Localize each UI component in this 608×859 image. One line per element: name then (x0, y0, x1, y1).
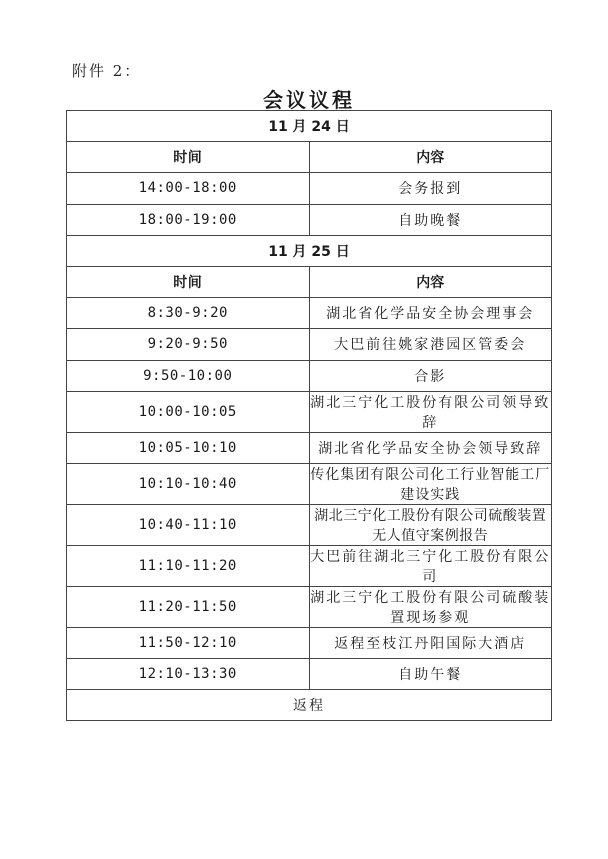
header-time: 时间 (67, 266, 310, 297)
content-cell: 湖北省化学品安全协会理事会 (309, 298, 552, 329)
document-title: 会议议程 (263, 88, 355, 112)
time-cell: 8:30-9:20 (67, 298, 310, 329)
content-cell: 湖北三宁化工股份有限公司硫酸装置现场参观 (309, 586, 552, 627)
table-row (67, 463, 552, 504)
time-cell: 10:40-11:10 (67, 504, 310, 545)
time-cell: 9:50-10:00 (67, 360, 310, 391)
content-cell: 自助午餐 (309, 659, 552, 690)
header-row (67, 142, 552, 173)
content-cell: 湖北三宁化工股份有限公司领导致辞 (309, 391, 552, 432)
time-cell: 14:00-18:00 (67, 173, 310, 204)
content-cell: 湖北三宁化工股份有限公司硫酸装置无人值守案例报告 (309, 504, 552, 545)
content-cell: 合影 (309, 360, 552, 391)
time-cell: 10:00-10:05 (67, 391, 310, 432)
time-cell: 9:20-9:50 (67, 329, 310, 360)
date-row (67, 111, 552, 142)
attachment-label: 附件 2： (72, 62, 142, 80)
footer-row (67, 690, 552, 721)
content-cell: 大巴前往姚家港园区管委会 (309, 329, 552, 360)
time-cell: 11:50-12:10 (67, 627, 310, 658)
table-row (67, 329, 552, 360)
header-content: 内容 (309, 266, 552, 297)
date-cell: 11 月 24 日 (67, 111, 552, 142)
content-cell: 会务报到 (309, 173, 552, 204)
table-row (67, 545, 552, 586)
header-time: 时间 (67, 142, 310, 173)
time-cell: 10:10-10:40 (67, 463, 310, 504)
content-cell: 湖北省化学品安全协会领导致辞 (309, 432, 552, 463)
time-cell: 10:05-10:10 (67, 432, 310, 463)
time-cell: 12:10-13:30 (67, 659, 310, 690)
agenda-table (66, 110, 552, 721)
table-row (67, 432, 552, 463)
table-row (67, 173, 552, 204)
time-cell: 11:10-11:20 (67, 545, 310, 586)
content-cell: 返程至枝江丹阳国际大酒店 (309, 627, 552, 658)
content-cell: 传化集团有限公司化工行业智能工厂建设实践 (309, 463, 552, 504)
header-row (67, 266, 552, 297)
time-cell: 11:20-11:50 (67, 586, 310, 627)
content-cell: 自助晚餐 (309, 204, 552, 235)
table-row (67, 204, 552, 235)
table-row (67, 627, 552, 658)
return-cell: 返程 (67, 690, 552, 721)
header-content: 内容 (309, 142, 552, 173)
table-row (67, 504, 552, 545)
date-row (67, 235, 552, 266)
table-row (67, 659, 552, 690)
table-row (67, 360, 552, 391)
content-cell: 大巴前往湖北三宁化工股份有限公司 (309, 545, 552, 586)
time-cell: 18:00-19:00 (67, 204, 310, 235)
date-cell: 11 月 25 日 (67, 235, 552, 266)
table-row (67, 391, 552, 432)
table-row (67, 586, 552, 627)
table-row (67, 298, 552, 329)
